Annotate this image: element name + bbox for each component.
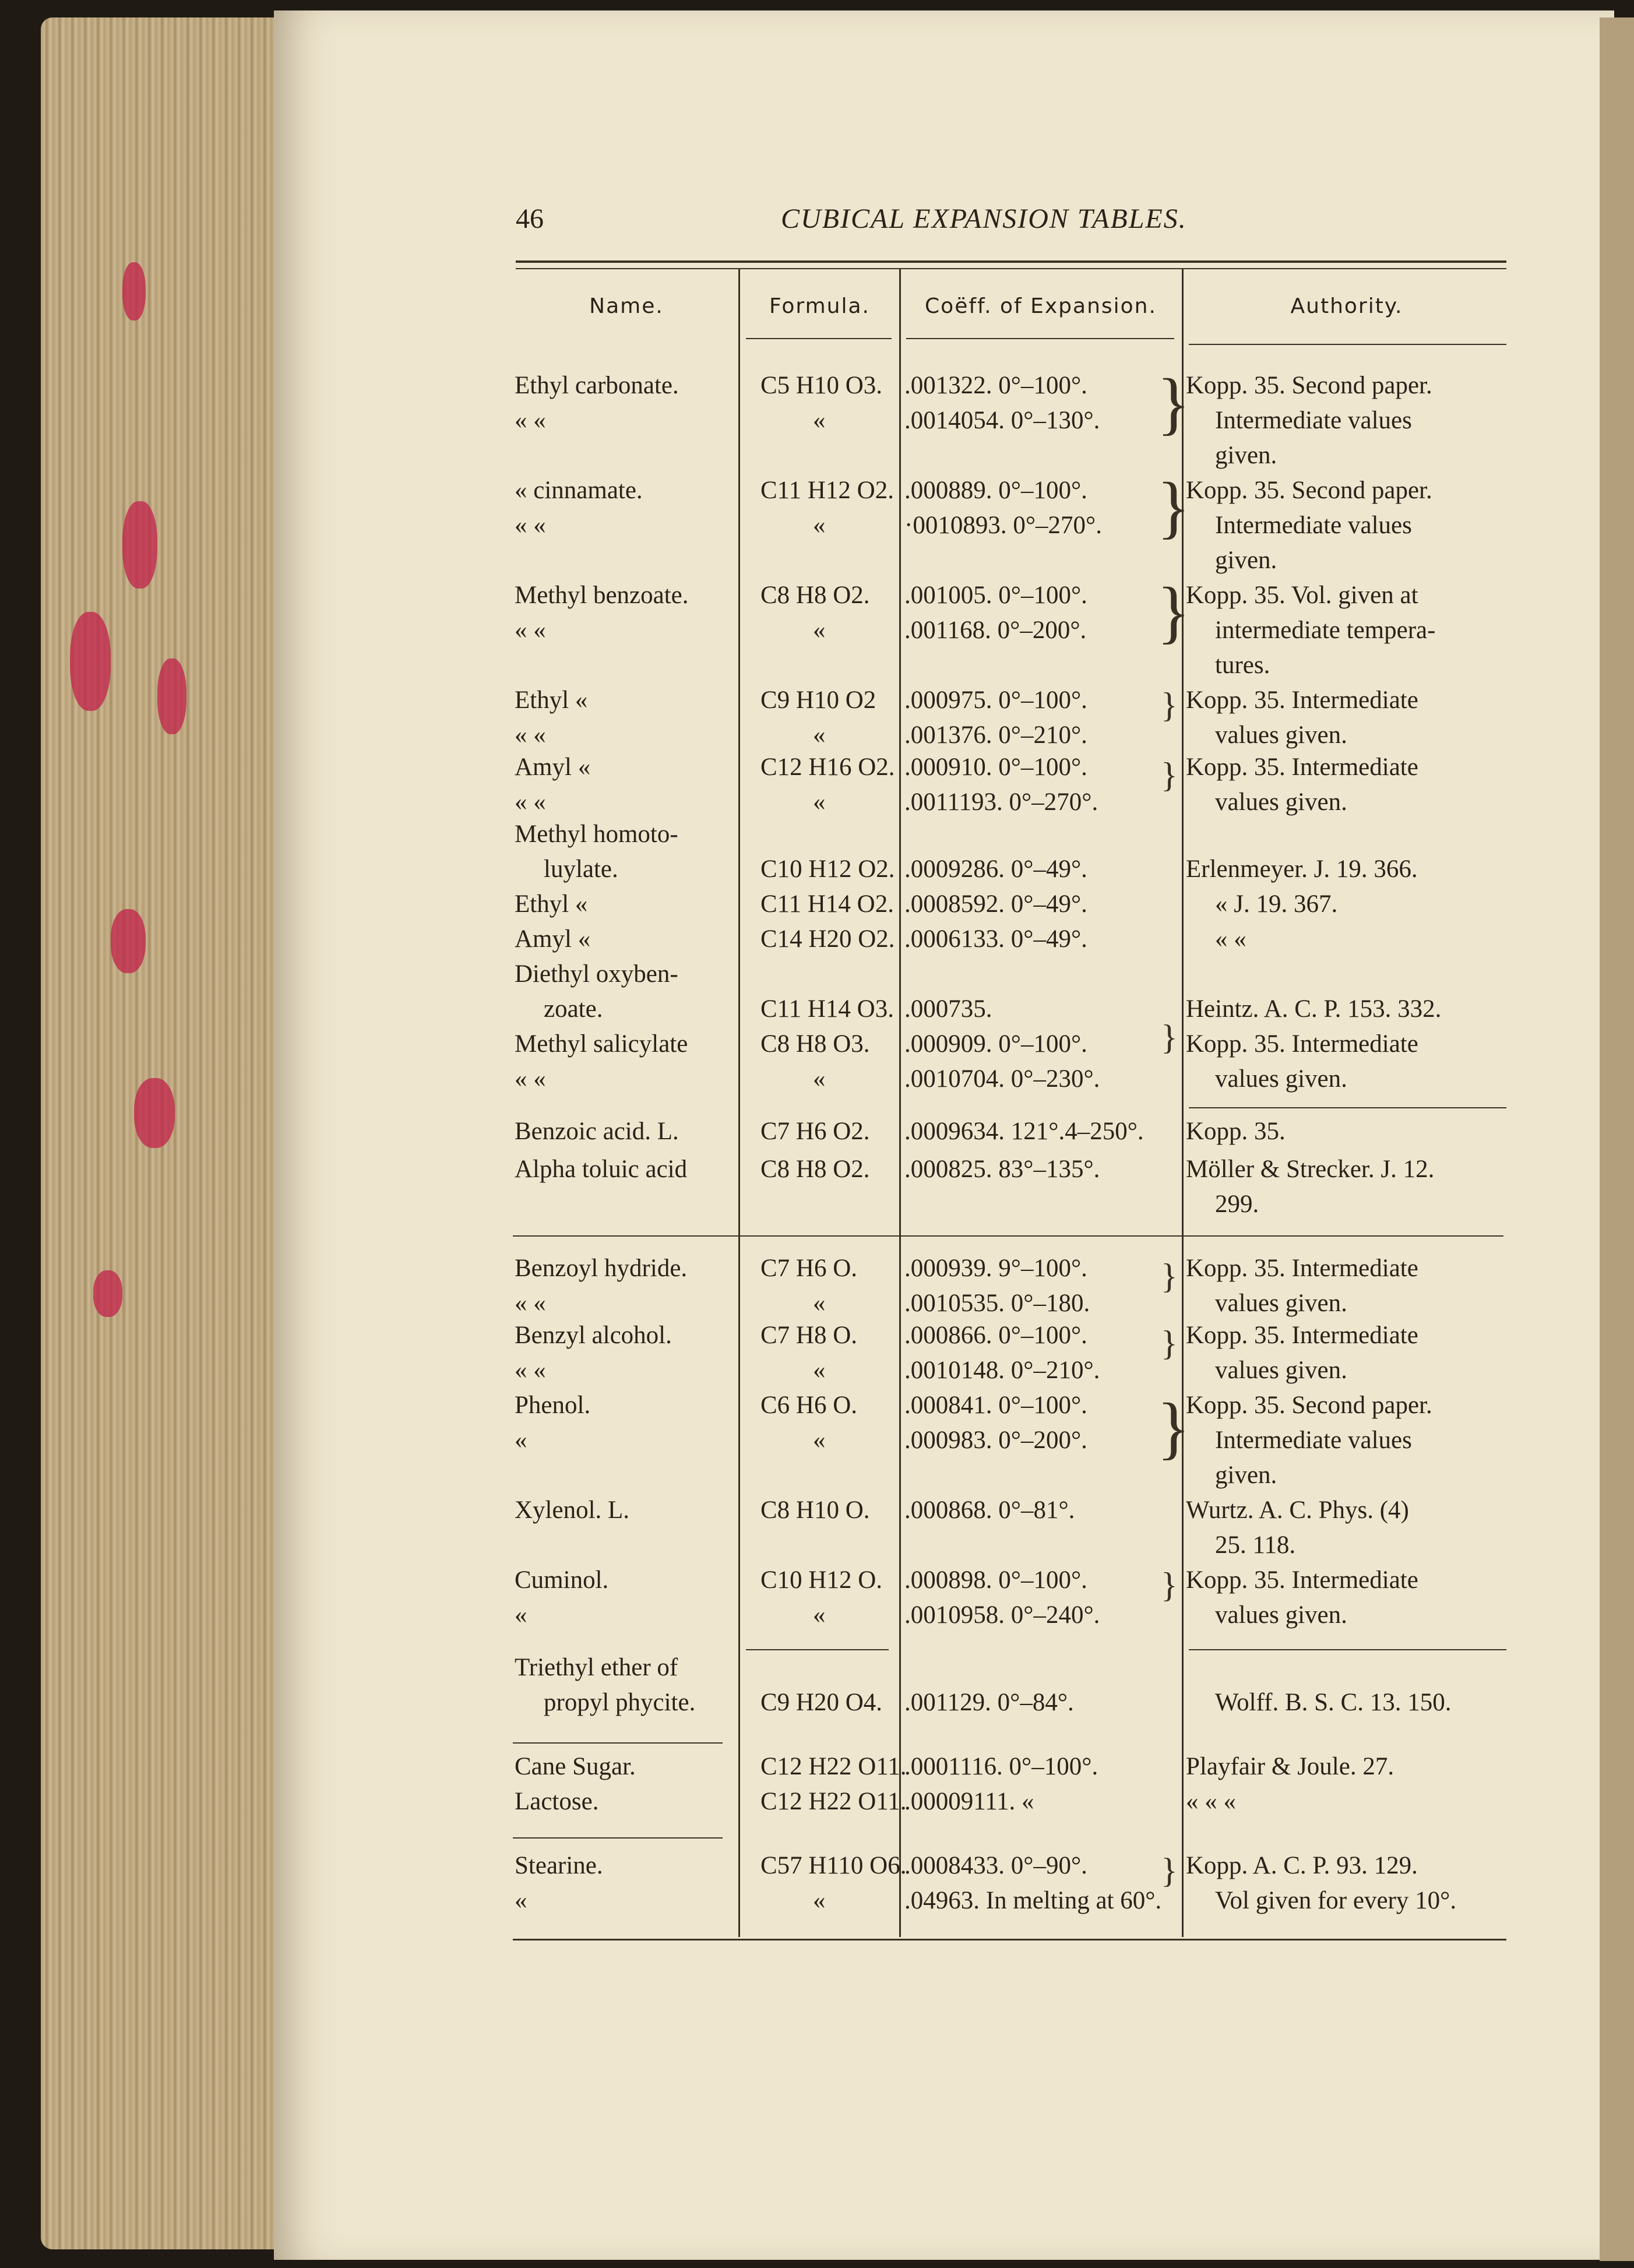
cell-authority: Möller & Strecker. J. 12. bbox=[1186, 1156, 1435, 1183]
cell-coeff: .00009111. « bbox=[904, 1788, 1034, 1815]
cell-coeff: .0006133. 0°–49°. bbox=[904, 925, 1087, 953]
header-name: Name. bbox=[589, 294, 664, 318]
cell-name: « « bbox=[515, 1357, 546, 1384]
cell-authority: Intermediate values bbox=[1215, 407, 1412, 434]
column-divider bbox=[738, 269, 740, 1937]
cell-formula: C12 H22 O11. bbox=[760, 1753, 907, 1780]
group-rule bbox=[1189, 1649, 1506, 1650]
cell-name: propyl phycite. bbox=[544, 1689, 696, 1716]
cell-formula: C11 H14 O2. bbox=[760, 890, 894, 918]
cell-authority: « « bbox=[1215, 925, 1246, 953]
cell-authority: given. bbox=[1215, 442, 1277, 469]
group-rule bbox=[746, 1649, 889, 1650]
red-stain bbox=[93, 1270, 122, 1317]
cell-name: « « bbox=[515, 512, 546, 539]
cell-formula: « bbox=[813, 512, 826, 539]
cell-formula: C8 H10 O. bbox=[760, 1496, 870, 1524]
cell-coeff: .0011193. 0°–270°. bbox=[904, 788, 1098, 816]
cell-coeff: .000735. bbox=[904, 995, 992, 1023]
cell-name: « « bbox=[515, 407, 546, 434]
cell-authority: values given. bbox=[1215, 1065, 1347, 1093]
cell-name: luylate. bbox=[544, 855, 618, 883]
group-rule bbox=[513, 1742, 723, 1744]
cell-name: Cane Sugar. bbox=[515, 1753, 636, 1780]
cell-name: « « bbox=[515, 788, 546, 816]
cell-authority: values given. bbox=[1215, 788, 1347, 816]
cell-authority: Kopp. 35. Intermediate bbox=[1186, 753, 1418, 781]
cell-authority: Kopp. 35. Intermediate bbox=[1186, 1255, 1418, 1282]
cell-authority: Kopp. 35. Intermediate bbox=[1186, 1030, 1418, 1058]
group-rule bbox=[513, 1837, 723, 1839]
cell-formula: C10 H12 O2. bbox=[760, 855, 895, 883]
cell-name: Stearine. bbox=[515, 1852, 603, 1879]
brace: } bbox=[1157, 468, 1191, 545]
cell-name: Methyl benzoate. bbox=[515, 582, 689, 609]
cell-coeff: .000983. 0°–200°. bbox=[904, 1427, 1087, 1454]
cell-coeff: .0008433. 0°–90°. bbox=[904, 1852, 1087, 1879]
cell-name: Methyl homoto- bbox=[515, 820, 678, 848]
cell-authority: Playfair & Joule. 27. bbox=[1186, 1753, 1394, 1780]
cell-name: zoate. bbox=[544, 995, 603, 1023]
cell-coeff: .001322. 0°–100°. bbox=[904, 372, 1087, 399]
cell-authority: values given. bbox=[1215, 1290, 1347, 1317]
cell-name: Ethyl carbonate. bbox=[515, 372, 679, 399]
cell-formula: C57 H110 O6. bbox=[760, 1852, 907, 1879]
cell-name: Lactose. bbox=[515, 1788, 599, 1815]
red-stain bbox=[122, 501, 157, 589]
cell-coeff: .0010148. 0°–210°. bbox=[904, 1357, 1100, 1384]
cell-coeff: .000910. 0°–100°. bbox=[904, 753, 1087, 781]
red-stain bbox=[122, 262, 146, 321]
red-stain bbox=[111, 909, 146, 973]
cell-formula: « bbox=[813, 407, 826, 434]
cell-authority: Kopp. 35. bbox=[1186, 1118, 1286, 1145]
cell-authority: intermediate tempera- bbox=[1215, 617, 1436, 644]
cell-coeff: .04963. In melting at 60°. bbox=[904, 1887, 1162, 1914]
cell-coeff: .001376. 0°–210°. bbox=[904, 721, 1087, 749]
cell-authority: Intermediate values bbox=[1215, 512, 1412, 539]
cell-authority: Kopp. 35. Intermediate bbox=[1186, 1566, 1418, 1594]
cell-formula: C10 H12 O. bbox=[760, 1566, 883, 1594]
brace: } bbox=[1157, 573, 1191, 650]
cell-formula: C7 H6 O2. bbox=[760, 1118, 870, 1145]
brace: } bbox=[1157, 1389, 1191, 1466]
cell-name: « « bbox=[515, 1290, 546, 1317]
cell-formula: C12 H16 O2. bbox=[760, 753, 895, 781]
top-rule-thin bbox=[516, 268, 1506, 269]
cell-formula: « bbox=[813, 788, 826, 816]
cell-name: « cinnamate. bbox=[515, 477, 643, 504]
cell-coeff: .000889. 0°–100°. bbox=[904, 477, 1087, 504]
cell-name: Ethyl « bbox=[515, 890, 588, 918]
cell-name: Alpha toluic acid bbox=[515, 1156, 688, 1183]
cell-coeff: .000841. 0°–100°. bbox=[904, 1392, 1087, 1419]
cell-name: « bbox=[515, 1601, 527, 1629]
cell-name: Xylenol. L. bbox=[515, 1496, 630, 1524]
brace: } bbox=[1161, 1566, 1178, 1604]
cell-formula: « bbox=[813, 1601, 826, 1629]
cell-formula: C9 H20 O4. bbox=[760, 1689, 883, 1716]
cell-authority: Kopp. 35. Second paper. bbox=[1186, 1392, 1432, 1419]
group-rule bbox=[513, 1235, 1503, 1237]
cell-authority: « J. 19. 367. bbox=[1215, 890, 1338, 918]
next-page-edge bbox=[1600, 17, 1634, 2261]
brace: } bbox=[1161, 1257, 1178, 1295]
cell-formula: C5 H10 O3. bbox=[760, 372, 883, 399]
brace: } bbox=[1161, 686, 1178, 724]
cell-name: Amyl « bbox=[515, 925, 591, 953]
header-formula: Formula. bbox=[769, 294, 870, 318]
cell-coeff: ·0010893. 0°–270°. bbox=[904, 512, 1102, 539]
column-divider bbox=[899, 269, 901, 1937]
brace: } bbox=[1161, 756, 1178, 794]
cell-authority: Vol given for every 10°. bbox=[1215, 1887, 1457, 1914]
cell-name: « bbox=[515, 1427, 527, 1454]
cell-formula: C14 H20 O2. bbox=[760, 925, 895, 953]
cell-formula: « bbox=[813, 1290, 826, 1317]
cell-name: Benzyl alcohol. bbox=[515, 1322, 672, 1349]
top-rule bbox=[516, 260, 1506, 263]
cell-coeff: .000868. 0°–81°. bbox=[904, 1496, 1075, 1524]
cell-formula: C12 H22 O11. bbox=[760, 1788, 907, 1815]
cell-formula: « bbox=[813, 1357, 826, 1384]
cell-authority: 299. bbox=[1215, 1191, 1259, 1218]
cell-formula: C8 H8 O3. bbox=[760, 1030, 870, 1058]
cell-authority: values given. bbox=[1215, 1357, 1347, 1384]
red-stain bbox=[157, 658, 186, 734]
cell-name: Diethyl oxyben- bbox=[515, 960, 678, 988]
cell-coeff: .000825. 83°–135°. bbox=[904, 1156, 1100, 1183]
cell-formula: C7 H8 O. bbox=[760, 1322, 858, 1349]
header-underline bbox=[1189, 344, 1506, 345]
cell-formula: « bbox=[813, 721, 826, 749]
cell-authority: given. bbox=[1215, 547, 1277, 574]
header-coeff: Coëff. of Expansion. bbox=[925, 294, 1157, 318]
cell-authority: given. bbox=[1215, 1461, 1277, 1489]
cell-authority: Kopp. 35. Second paper. bbox=[1186, 372, 1432, 399]
cell-coeff: .0010704. 0°–230°. bbox=[904, 1065, 1100, 1093]
cell-name: Benzoyl hydride. bbox=[515, 1255, 688, 1282]
cell-authority: Heintz. A. C. P. 153. 332. bbox=[1186, 995, 1442, 1023]
cell-formula: « bbox=[813, 1065, 826, 1093]
cell-authority: Kopp. 35. Intermediate bbox=[1186, 686, 1418, 714]
cell-coeff: .0008592. 0°–49°. bbox=[904, 890, 1087, 918]
cell-authority: « « « bbox=[1186, 1788, 1236, 1815]
cell-name: Benzoic acid. L. bbox=[515, 1118, 679, 1145]
cell-coeff: .0009286. 0°–49°. bbox=[904, 855, 1087, 883]
cell-authority: Kopp. 35. Intermediate bbox=[1186, 1322, 1418, 1349]
cell-authority: Erlenmeyer. J. 19. 366. bbox=[1186, 855, 1418, 883]
cell-name: « « bbox=[515, 617, 546, 644]
cell-name: Ethyl « bbox=[515, 686, 588, 714]
cell-coeff: .000939. 9°–100°. bbox=[904, 1255, 1087, 1282]
cell-name: Phenol. bbox=[515, 1392, 591, 1419]
page-number: 46 bbox=[516, 203, 544, 234]
cell-formula: C6 H6 O. bbox=[760, 1392, 858, 1419]
cell-coeff: .001168. 0°–200°. bbox=[904, 617, 1087, 644]
cell-name: « bbox=[515, 1887, 527, 1914]
cell-coeff: .0010958. 0°–240°. bbox=[904, 1601, 1100, 1629]
cell-authority: Intermediate values bbox=[1215, 1427, 1412, 1454]
header-underline bbox=[906, 338, 1174, 339]
red-stain bbox=[70, 612, 111, 711]
cell-authority: Kopp. 35. Vol. given at bbox=[1186, 582, 1418, 609]
header-underline bbox=[746, 338, 892, 339]
cell-name: Methyl salicylate bbox=[515, 1030, 688, 1058]
cell-formula: « bbox=[813, 1427, 826, 1454]
cell-coeff: .0001116. 0°–100°. bbox=[904, 1753, 1098, 1780]
cell-formula: « bbox=[813, 617, 826, 644]
brace: } bbox=[1161, 1324, 1178, 1362]
bottom-rule bbox=[513, 1939, 1506, 1941]
cell-coeff: .0014054. 0°–130°. bbox=[904, 407, 1100, 434]
cell-coeff: .0010535. 0°–180. bbox=[904, 1290, 1090, 1317]
cell-formula: C11 H12 O2. bbox=[760, 477, 894, 504]
cell-coeff: .0009634. 121°.4–250°. bbox=[904, 1118, 1144, 1145]
cell-authority: tures. bbox=[1215, 651, 1270, 679]
cell-name: Triethyl ether of bbox=[515, 1654, 678, 1681]
cell-name: Amyl « bbox=[515, 753, 591, 781]
cell-authority: 25. 118. bbox=[1215, 1531, 1296, 1559]
brace: } bbox=[1161, 1851, 1178, 1890]
cell-authority: values given. bbox=[1215, 721, 1347, 749]
group-rule bbox=[1189, 1107, 1506, 1108]
cell-authority: Wolff. B. S. C. 13. 150. bbox=[1215, 1689, 1452, 1716]
cell-formula: « bbox=[813, 1887, 826, 1914]
cell-formula: C11 H14 O3. bbox=[760, 995, 894, 1023]
brace: } bbox=[1157, 364, 1191, 442]
cell-authority: Kopp. A. C. P. 93. 129. bbox=[1186, 1852, 1418, 1879]
red-stain bbox=[134, 1078, 175, 1148]
cell-name: Cuminol. bbox=[515, 1566, 609, 1594]
cell-coeff: .000898. 0°–100°. bbox=[904, 1566, 1087, 1594]
cell-coeff: .001129. 0°–84°. bbox=[904, 1689, 1074, 1716]
cell-formula: C8 H8 O2. bbox=[760, 1156, 870, 1183]
cell-authority: Wurtz. A. C. Phys. (4) bbox=[1186, 1496, 1409, 1524]
cell-name: « « bbox=[515, 721, 546, 749]
cell-coeff: .000866. 0°–100°. bbox=[904, 1322, 1087, 1349]
cell-coeff: .000975. 0°–100°. bbox=[904, 686, 1087, 714]
brace: } bbox=[1161, 1018, 1178, 1056]
header-authority: Authority. bbox=[1290, 294, 1403, 318]
cell-coeff: .001005. 0°–100°. bbox=[904, 582, 1087, 609]
cell-authority: values given. bbox=[1215, 1601, 1347, 1629]
cell-coeff: .000909. 0°–100°. bbox=[904, 1030, 1087, 1058]
cell-name: « « bbox=[515, 1065, 546, 1093]
cell-authority: Kopp. 35. Second paper. bbox=[1186, 477, 1432, 504]
running-title: CUBICAL EXPANSION TABLES. bbox=[781, 203, 1187, 234]
cell-formula: C8 H8 O2. bbox=[760, 582, 870, 609]
cell-formula: C9 H10 O2 bbox=[760, 686, 876, 714]
cell-formula: C7 H6 O. bbox=[760, 1255, 858, 1282]
page-header bbox=[516, 203, 1506, 244]
